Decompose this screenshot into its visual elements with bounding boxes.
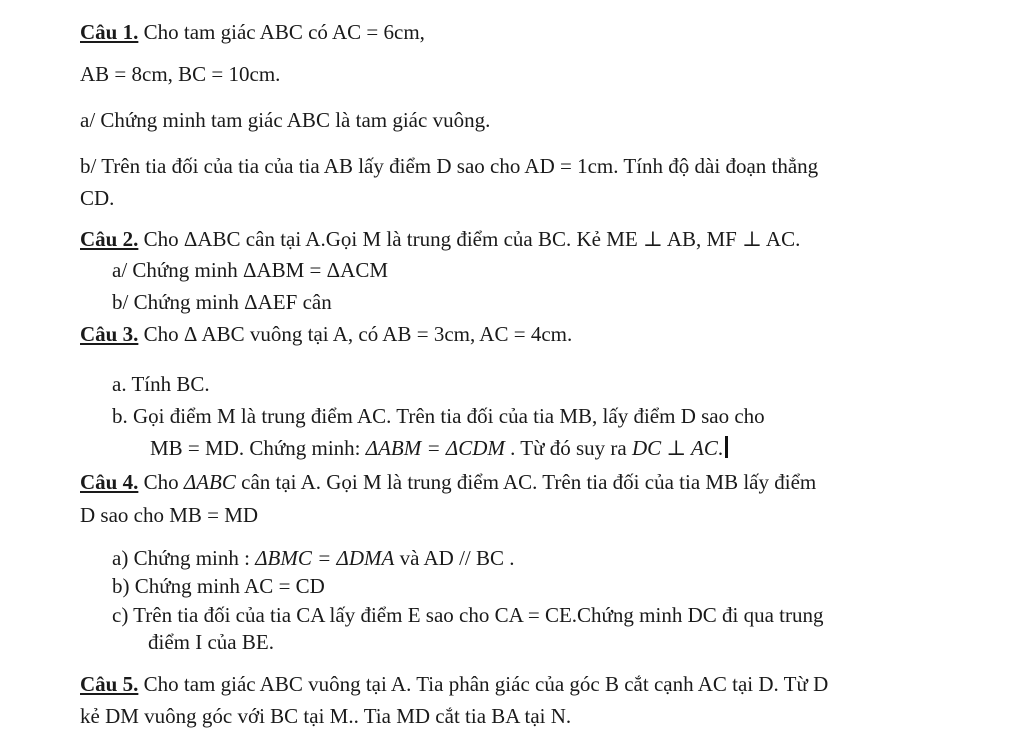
q3-b2-mid: . Từ đó suy ra [504, 436, 632, 460]
q4-intro-pre: Cho [138, 470, 184, 494]
q3-intro-line [80, 322, 572, 347]
q3-part-a: a. Tính BC. [112, 372, 210, 396]
q2-part-a: a/ Chứng minh ΔABM = ΔACM [112, 258, 389, 282]
q2-label: Câu 2. [80, 227, 139, 251]
q3-b2-math2: DC ⊥ AC [631, 436, 718, 460]
q1-line2: AB = 8cm, BC = 10cm. [80, 62, 281, 86]
q1-intro: Cho tam giác ABC có AC = 6cm, [138, 20, 425, 44]
q3-b2-end: . [717, 436, 724, 460]
q4-part-b: b) Chứng minh AC = CD [112, 574, 325, 598]
q5-label: Câu 5. [80, 672, 139, 696]
q2-intro: Cho ΔABC cân tại A.Gọi M là trung điểm của BC. Kẻ ME ⊥ AB, MF ⊥ AC. [138, 227, 801, 251]
q3-b2-text: MB = MD. Chứng minh: [150, 436, 366, 460]
q4-part-a [112, 546, 515, 571]
q1-part-b-line1: b/ Trên tia đối của tia của tia AB lấy điểm D sao cho AD = 1cm. Tính độ dài đoạn thẳng [80, 154, 819, 178]
q3-label: Câu 3. [80, 322, 139, 346]
q1-intro-line [80, 20, 425, 45]
q4-line2: D sao cho MB = MD [80, 503, 259, 527]
q4-part-c-line1: c) Trên tia đối của tia CA lấy điểm E sao cho CA = CE.Chứng minh DC đi qua trung [112, 603, 824, 627]
q5-line2: kẻ DM vuông góc với BC tại M.. Tia MD cắt tia BA tại N. [80, 704, 572, 728]
q4-a-math: ΔBMC = ΔDMA [255, 546, 395, 570]
text-cursor [725, 436, 728, 458]
q4-label: Câu 4. [80, 470, 139, 494]
q3-part-b-line1: b. Gọi điểm M là trung điểm AC. Trên tia đối của tia MB, lấy điểm D sao cho [112, 404, 765, 428]
q4-a-post: và AD // BC . [394, 546, 515, 570]
q5-intro: Cho tam giác ABC vuông tại A. Tia phân giác của góc B cắt cạnh AC tại D. Từ D [138, 672, 829, 696]
q4-a-pre: a) Chứng minh : [112, 546, 256, 570]
q2-part-b: b/ Chứng minh ΔAEF cân [112, 290, 332, 314]
q3-b2-math: ΔABM = ΔCDM [365, 436, 505, 460]
q5-intro-line [80, 672, 828, 697]
q4-intro-math: ΔABC [183, 470, 236, 494]
q4-part-c-line2: điểm I của BE. [148, 630, 274, 654]
q1-part-a: a/ Chứng minh tam giác ABC là tam giác vuông. [80, 108, 491, 132]
q4-intro-post: cân tại A. Gọi M là trung điểm AC. Trên tia đối của tia MB lấy điểm [235, 470, 817, 494]
q2-intro-line [80, 227, 800, 252]
q3-intro: Cho Δ ABC vuông tại A, có AB = 3cm, AC = 4cm. [138, 322, 573, 346]
q4-intro-line [80, 470, 816, 495]
q1-label: Câu 1. [80, 20, 139, 44]
q1-part-b-line2: CD. [80, 186, 115, 210]
q3-part-b-line2 [150, 436, 728, 461]
